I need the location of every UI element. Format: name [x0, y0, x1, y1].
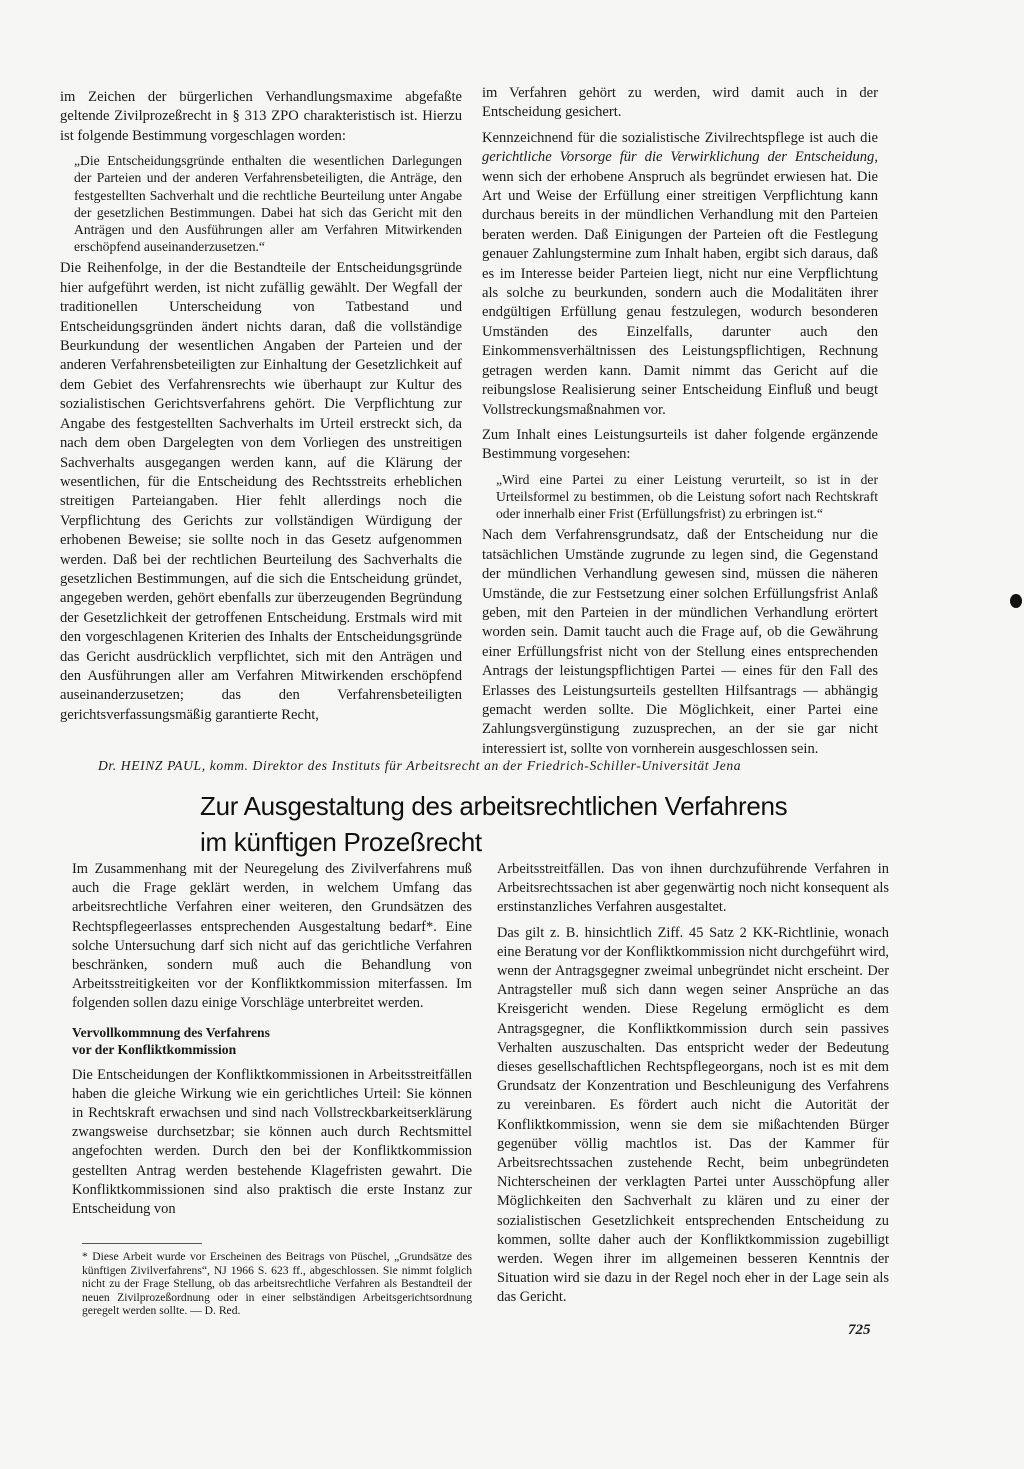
page-number: 725 — [848, 1322, 871, 1338]
paragraph: Das gilt z. B. hinsichtlich Ziff. 45 Satz 2 KK-Richtlinie, wonach eine Beratung vor der Konfliktkommission nicht durchgeführt wird, wenn der Antragsgegner zweimal unbegründet nicht erscheint. Der Antragsteller muß sich dann wegen seiner Ansprüche an das Kreisgericht wenden. Diese Regelung ermöglicht es dem Antragsgegner, die Konfliktkommission durch sein passives Verhalten auszuschalten. Das entspricht weder der Bedeutung dieses gesellschaftlichen Rechtspflegeorgans, noch ist es mit dem Grundsatz der Konzentration und Beschleunigung des Verfahrens zu vereinbaren. Es fördert auch nicht die Autorität der Konfliktkommission, wenn sie dem sie mißachtenden Bürger gegenüber völlig machtlos ist. Das der Kammer für Arbeitsrechtssachen zustehende Recht, beim unbegründeten Nichterscheinen der verklagten Partei unter Ausschöpfung aller Möglichkeiten den Sachverhalt zu klären und zu einer der sozialistischen Gesetzlichkeit entsprechenden Entscheidung zu kommen, sollte daher auch der Konfliktkommission zugebilligt werden. Wegen ihrer im allgemeinen besseren Kenntnis der Situation wird sie dazu in der Regel noch eher in der Lage sein als das Gericht. — [497, 924, 889, 1306]
proposed-provision-quote: „Die Entscheidungsgründe enthalten die wesentlichen Darlegungen der Parteien und der anderen Verfahrensbeteiligten, die Anträge, den festgestellten Sachverhalt und die rechtliche Beurteilung unter Angabe der gesetzlichen Bestimmungen. Dabei hat sich das Gericht mit den Anträgen und den Ausführungen aller am Verfahren Mitwirkenden erschöpfend auseinanderzusetzen.“ — [74, 153, 462, 255]
text-span: Kennzeichnend für die sozialistische Zivilrechtspflege ist auch die — [482, 129, 878, 146]
heading-line: Vervollkommnung des Verfahrens — [72, 1024, 270, 1040]
paragraph: Die Reihenfolge, in der die Bestandteile der Entscheidungsgründe hier aufgeführt werden, ist nicht zufällig gewählt. Der Wegfall der traditionellen Unterscheidung von Tatbestand und Entscheidungsgründen ändert nichts daran, daß die vollständige Beurkundung der wesentlichen Angaben der Parteien und der anderen Verfahrensbeteiligten zur Einhaltung der Gesetzlichkeit auf dem Gebiet des Verfahrensrechts wie überhaupt zur Kultur des sozialistischen Gerichtsverfahrens gehört. Die Verpflichtung zur Angabe des festgestellten Sachverhalts im Urteil erstreckt sich, da nach dem oben Dargelegten von dem Vorliegen des unstreitigen Sachverhalts ausgegangen werden kann, auf die Klärung der wesentlichen, für die Entscheidung des Rechtsstreits erheblichen streitigen Parteiangaben. Hier fehlt allerdings noch die Verpflichtung des Gerichts zur vollständigen Würdigung der erhobenen Beweise; sie sollte noch in das Gesetz aufgenommen werden. Daß bei der rechtlichen Beurteilung des Sachverhalts die gesetzlichen Bestimmungen, auf die sich die Entscheidung gründet, angegeben werden, gehört ebenfalls zur überzeugenden Begründung der Gesetzlichkeit der getroffenen Entscheidung. Erstmals wird mit den vorgeschlagenen Kriterien des Inhalts der Entscheidungsgründe das Gericht ausdrücklich verpflichtet, sich mit den Anträgen und den Ausführungen aller am Verfahren Mitwirkenden erschöpfend auseinanderzusetzen; das den Verfahrensbeteiligten gerichtsverfassungsmäßig garantierte Recht, — [60, 260, 462, 723]
paragraph: Im Zusammenhang mit der Neuregelung des Zivilverfahrens muß auch die Frage geklärt werden, in welchem Umfang das arbeitsrechtliche Verfahren einer weiteren, den Grundsätzen des Rechtspflegeerlasses entsprechenden Ausgestaltung bedarf*. Eine solche Untersuchung darf sich nicht auf das gerichtliche Verfahren beschränken, sondern muß auch die Behandlung von Arbeitsstreitigkeiten vor der Konfliktkommission miterfassen. Im folgenden sollen dazu einige Vorschläge unterbreitet werden. — [72, 861, 472, 1012]
text-span: , wenn sich der erhobene Anspruch als begründet erwiesen hat. Die Art und Weise der Erfüllung einer streitigen Verpflichtung kann durchaus bereits in der mündlichen Verhandlung mit den Parteien beraten werden. Daß Einigungen der Parteien oft die Festlegung genauer Zahlungstermine zum Inhalt haben, ergibt sich daraus, daß es im Interesse beider Parteien liegt, nicht nur eine Verpflichtung als solche zu beurkunden, sondern auch die Modalitäten ihrer endgültigen Erfüllung genau festzulegen, wodurch besonderen Umständen des Einzelfalls, darunter auch den Einkommensverhältnissen des Leistungspflichtigen, Rechnung getragen werden kann. Damit nimmt das Gericht auf die reibungslose Realisierung seiner Entscheidung Einfluß und beugt Vollstreckungsmaßnahmen vor. — [482, 149, 878, 418]
paragraph: im Verfahren gehört zu werden, wird damit auch in der Entscheidung gesichert. — [482, 85, 878, 121]
paragraph: im Zeichen der bürgerlichen Verhandlungsmaxime abgefaßte geltende Zivilprozeßrecht in § 313 ZPO charakteristisch ist. Hierzu ist folgende Bestimmung vorgeschlagen worden: — [60, 89, 462, 144]
top-left-column — [60, 88, 462, 731]
paragraph: Zum Inhalt eines Leistungsurteils ist daher folgende ergänzende Bestimmung vorgesehen: — [482, 426, 878, 463]
article-title — [200, 788, 880, 860]
paragraph: Arbeitsstreitfällen. Das von ihnen durchzuführende Verfahren in Arbeitsrechtssachen ist aber gegenwärtig noch nicht konsequent als erstinstanzliches Verfahren ausgestaltet. — [497, 861, 889, 916]
section-heading — [72, 1024, 472, 1058]
article-left-column — [72, 860, 472, 1225]
title-line: im künftigen Prozeßrecht — [200, 827, 482, 857]
footnote: * Diese Arbeit wurde vor Erscheinen des Beitrags von Püschel, „Grundsätze des künftigen Zivilverfahrens“, NJ 1966 S. 623 ff., abgeschlossen. Sie nimmt folglich nicht zu der Frage Stellung, ob das arbeitsrechtliche Verfahren als Bestandteil der neuen Zivilprozeßordnung oder in einer selbständigen Arbeitsgerichtsordnung geregelt werden sollte. — D. Red. — [82, 1250, 472, 1318]
heading-line: vor der Konfliktkommission — [72, 1041, 237, 1057]
title-line: Zur Ausgestaltung des arbeitsrechtlichen Verfahrens — [200, 791, 788, 821]
emphasis-text: gerichtliche Vorsorge für die Verwirklichung der Entscheidung — [482, 149, 875, 166]
footnote-divider — [82, 1243, 202, 1244]
paragraph: Die Entscheidungen der Konfliktkommissionen in Arbeitsstreitfällen haben die gleiche Wirkung wie ein gerichtliches Urteil: Sie können in Rechtskraft erwachsen und sind nach Vollstreckbarkeitserklärung zwangsweise durchsetzbar; sie können auch durch Rechtsmittel angefochten werden. Durch den bei der Konfliktkommission gestellten Antrag werden bestehende Klagefristen gewahrt. Die Konfliktkommissionen sind also praktisch die erste Instanz zur Entscheidung von — [72, 1066, 472, 1218]
top-right-column — [482, 84, 878, 765]
scan-dot-mark — [1010, 594, 1022, 608]
article-right-column — [497, 860, 889, 1314]
supplementary-provision-quote: „Wird eine Partei zu einer Leistung verurteilt, so ist in der Urteilsformel zu bestimmen, ob die Leistung sofort nach Rechtskraft oder innerhalb einer Frist (Erfüllungsfrist) zu erbringen ist.“ — [496, 471, 878, 522]
article-author-line: Dr. HEINZ PAUL, komm. Direktor des Instituts für Arbeitsrecht an der Friedrich-Schiller-Universität Jena — [98, 758, 742, 773]
paragraph — [482, 129, 878, 420]
paragraph: Nach dem Verfahrensgrundsatz, daß der Entscheidung nur die tatsächlichen Umstände zugrunde zu legen sind, die Gegenstand der mündlichen Verhandlung gewesen sind, müssen die näheren Umstände, die zur Festsetzung einer solchen Erfüllungsfrist Anlaß geben, mit den Parteien in der mündlichen Verhandlung erörtert worden sein. Damit taucht auch die Frage auf, ob die Gewährung einer Erfüllungsfrist nicht von der Stellung eines entsprechenden Antrags der leistungspflichtigen Partei — eines für den Fall des Erlasses des Leistungsurteils gestellten Hilfsantrags — abhängig gemacht werden sollte. Die Möglichkeit, einer Partei eine Zahlungsvergünstigung zuzusprechen, an der sie gar nicht interessiert ist, sollte von vornherein ausgeschlossen sein. — [482, 527, 878, 757]
